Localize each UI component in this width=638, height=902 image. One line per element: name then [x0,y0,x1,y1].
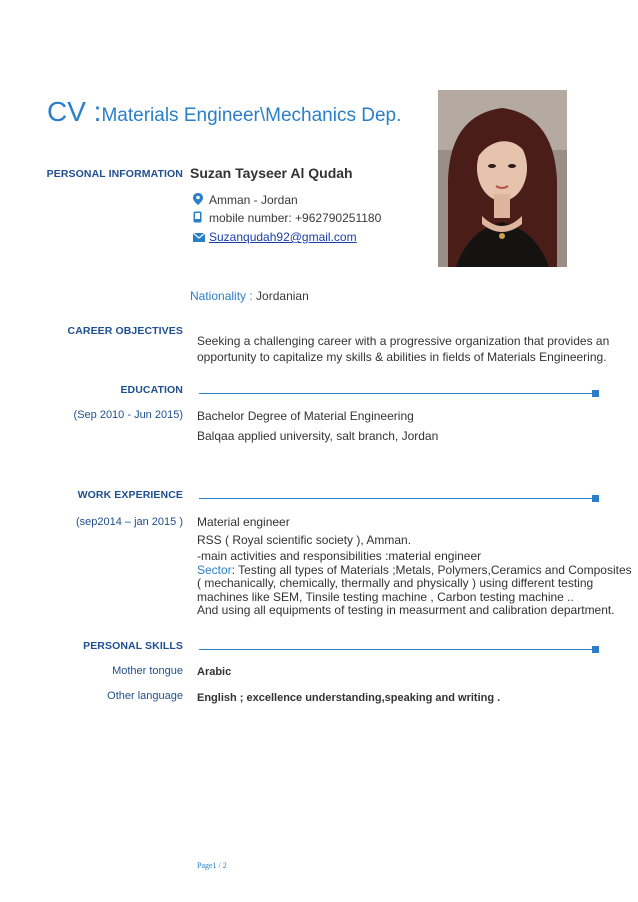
profile-photo [438,90,567,267]
nationality-row [190,289,309,303]
cv-heading: CV : [47,96,102,127]
location-row [193,193,298,208]
sector-text: : Testing all types of Materials ;Metals, Polymers,Ceramics and Composites [231,562,632,577]
email-row [193,230,357,245]
email-icon [193,231,206,245]
work-sector-line: And using all equipments of testing in measurment and calibration department. [197,603,615,617]
work-role: Material engineer [197,515,290,529]
work-sector-line [197,564,632,578]
education-degree: Bachelor Degree of Material Engineering [197,409,414,423]
education-school: Balqaa applied university, salt branch, Jordan [197,429,439,443]
mother-tongue-value: Arabic [197,666,232,678]
mobile-row [193,211,381,226]
section-divider [199,498,592,499]
mobile-text: mobile number: +962790251180 [209,211,382,225]
work-sector-line: machines like SEM, Tinsile testing machine , Carbon testing machine .. [197,589,574,604]
mobile-phone-icon [193,211,206,226]
divider-square-icon [592,646,599,653]
sector-label: Sector [197,562,232,577]
personal-skills-label: PERSONAL SKILLS [83,640,183,652]
divider-square-icon [592,495,599,502]
objectives-line: opportunity to capitalize my skills & abilities in fields of Materials Engineering. [197,350,607,364]
work-organization: RSS ( Royal scientific society ), Amman. [197,533,412,547]
objectives-text [197,333,609,365]
cv-title [47,96,401,128]
work-description [197,550,632,618]
person-name: Suzan Tayseer Al Qudah [190,165,353,181]
email-link[interactable]: Suzanqudah92@gmail.com [209,230,357,244]
work-experience-label: WORK EXPERIENCE [77,489,183,501]
page-number: Page1 / 2 [197,861,227,870]
section-divider [199,393,592,394]
nationality-label: Nationality : [190,289,253,303]
location-pin-icon [193,193,206,208]
nationality-value: Jordanian [256,289,309,303]
work-dates: (sep2014 – jan 2015 ) [75,516,183,528]
career-objectives-label: CAREER OBJECTIVES [67,325,183,337]
section-divider [199,649,592,650]
work-sector-line: ( mechanically, chemically, thermally and physically ) using different testing [197,576,594,590]
objectives-line: Seeking a challenging career with a progressive organization that provides an [197,334,610,348]
mother-tongue-label: Mother tongue [112,665,183,677]
divider-square-icon [592,390,599,397]
location-text: Amman - Jordan [209,193,298,207]
cv-subtitle: Materials Engineer\Mechanics Dep. [101,105,402,126]
other-language-value: English ; excellence understanding,speaking and writing . [197,692,501,704]
other-language-label: Other language [107,690,183,702]
personal-info-label: PERSONAL INFORMATION [46,168,183,180]
education-label: EDUCATION [120,384,183,396]
education-dates: (Sep 2010 - Jun 2015) [73,409,183,421]
work-activities: -main activities and responsibilities :material engineer [197,549,482,563]
